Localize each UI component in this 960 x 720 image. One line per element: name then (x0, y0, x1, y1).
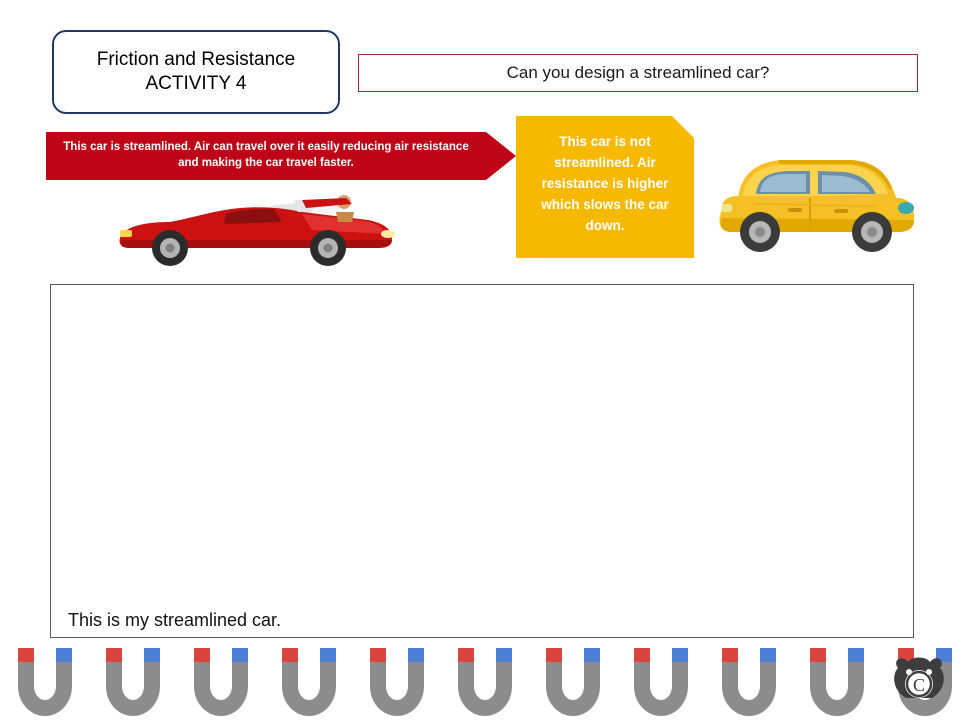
drawing-answer-box[interactable] (50, 284, 914, 638)
answer-caption: This is my streamlined car. (68, 610, 282, 630)
yellow-hatchback-car-icon (704, 148, 920, 260)
horseshoe-magnet-icon (92, 646, 174, 720)
svg-text:C: C (912, 675, 926, 695)
not-streamlined-callout-text: This car is not streamlined. Air resistance is higher which slows the car down. (541, 134, 669, 233)
copyright-stamp-svg (888, 650, 950, 712)
yellow-hatchback-car-svg (704, 148, 920, 260)
horseshoe-magnet-icon (532, 646, 614, 720)
not-streamlined-callout (516, 116, 694, 258)
magnet-row (0, 646, 960, 720)
copyright-stamp-icon (888, 650, 950, 712)
horseshoe-magnet-icon (268, 646, 350, 720)
title-box (52, 30, 340, 114)
horseshoe-magnet-icon (708, 646, 790, 720)
horseshoe-magnet-icon (444, 646, 526, 720)
banner-arrow-tip (486, 132, 516, 180)
horseshoe-magnet-icon (4, 646, 86, 720)
question-text: Can you design a streamlined car? (506, 63, 770, 82)
red-sports-car-icon (106, 178, 398, 268)
page-title-line-2: ACTIVITY 4 (145, 73, 247, 94)
horseshoe-magnet-icon (620, 646, 702, 720)
horseshoe-magnet-icon (796, 646, 878, 720)
question-box (358, 54, 918, 92)
horseshoe-magnet-icon (180, 646, 262, 720)
footer-magnet-strip (0, 646, 960, 720)
red-sports-car-svg (106, 178, 398, 268)
horseshoe-magnet-icon (356, 646, 438, 720)
streamlined-callout-text: This car is streamlined. Air can travel over it easily reducing air resistance and making the car travel faster. (63, 141, 469, 169)
page-title-line-1: Friction and Resistance (96, 49, 296, 71)
streamlined-callout-banner (46, 132, 516, 180)
